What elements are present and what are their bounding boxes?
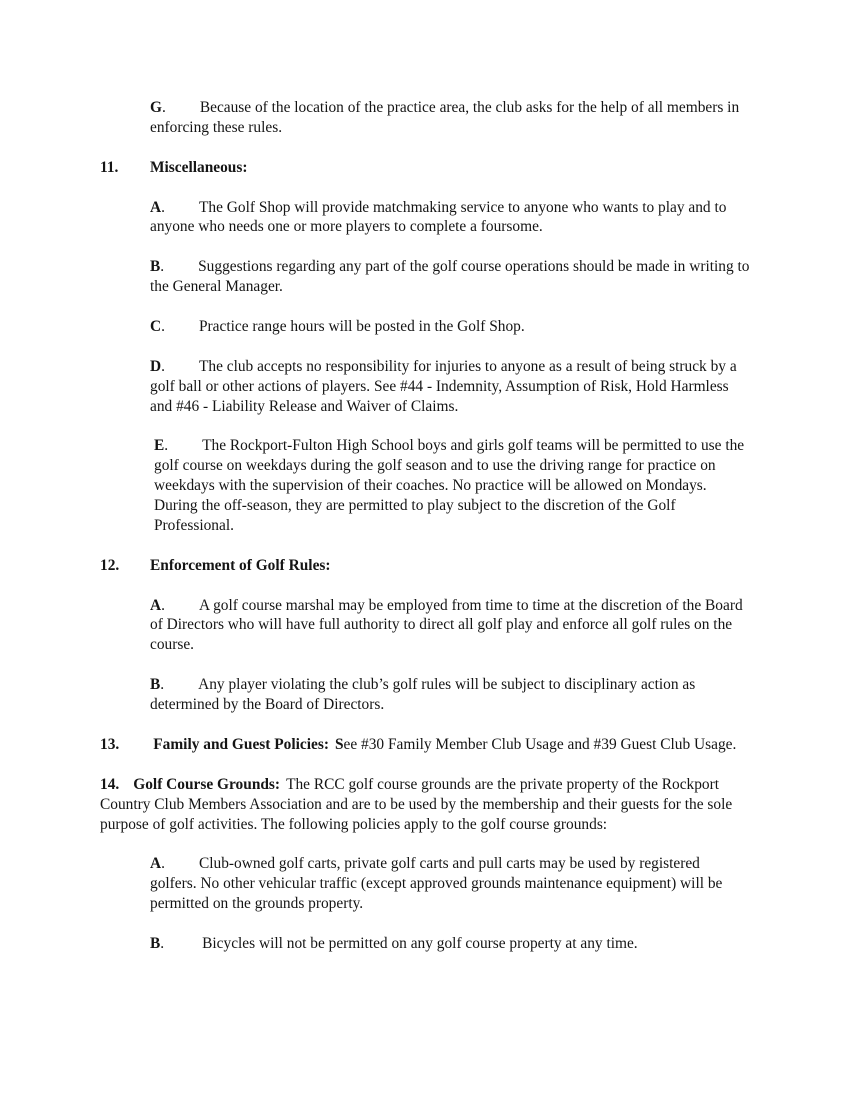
list-item-text: Club-owned golf carts, private golf carts and pull carts may be used by registered golfers. No other vehicular traffic (except approved grounds maintenance equipment) will be permitted on the grounds property. (150, 855, 723, 913)
list-item-text: Suggestions regarding any part of the golf course operations should be made in writing to the General Manager. (150, 258, 750, 296)
list-item-text: The Golf Shop will provide matchmaking service to anyone who wants to play and to anyone who needs one or more players to complete a foursome. (150, 198, 727, 236)
paragraph-spacer (100, 755, 750, 775)
list-item-letter: A (150, 198, 162, 216)
list-item-12-a (150, 596, 750, 656)
paragraph-spacer (100, 914, 750, 934)
paragraph-spacer (100, 655, 750, 675)
paragraph-spacer (100, 834, 750, 854)
list-item-letter-punct: . (164, 437, 169, 455)
list-item-12-b (150, 675, 750, 715)
list-item-letter: A (150, 596, 162, 614)
list-item-11-c (150, 317, 750, 337)
list-item-letter: G (150, 99, 162, 116)
section-paragraph-14 (100, 775, 750, 835)
list-item-text: Because of the location of the practice area, the club asks for the help of all members in enforcing these rules. (150, 99, 740, 136)
paragraph-spacer (100, 337, 750, 357)
list-item-letter: B (150, 258, 161, 276)
paragraph-spacer (100, 237, 750, 257)
list-item-g (150, 98, 750, 138)
list-item-letter-punct: . (160, 258, 165, 276)
list-item-11-a (150, 198, 750, 238)
section-title: Enforcement of Golf Rules: (150, 556, 331, 574)
paragraph-spacer (100, 297, 750, 317)
list-item-text: Bicycles will not be permitted on any golf course property at any time. (202, 934, 638, 952)
list-item-text: A golf course marshal may be employed from time to time at the discretion of the Board of Directors who will have full authority to direct all golf play and enforce all golf rules on the course. (150, 596, 743, 654)
section-title: Miscellaneous: (150, 158, 248, 176)
list-item-text: Practice range hours will be posted in the Golf Shop. (198, 317, 525, 335)
list-item-letter: D (150, 357, 162, 375)
list-item-letter-punct: . (161, 198, 165, 216)
paragraph-spacer (100, 178, 750, 198)
paragraph-spacer (100, 576, 750, 596)
paragraph-spacer (100, 138, 750, 158)
paragraph-spacer (100, 715, 750, 735)
list-item-letter-punct: . (161, 357, 165, 375)
section-heading-12 (100, 556, 750, 576)
list-item-11-e (154, 436, 750, 536)
list-item-14-b (150, 934, 750, 954)
section-text: The RCC golf course grounds are the private property of the Rockport Country Club Members Association and are to be used by the membership and their guests for the sole purpose of golf activities. The following policies apply to the golf course grounds: (100, 775, 733, 833)
list-item-11-d (150, 357, 750, 417)
document-text-body (100, 98, 750, 954)
list-item-letter-punct: . (161, 99, 166, 116)
paragraph-spacer (100, 416, 750, 436)
list-item-letter: C (150, 317, 162, 335)
section-number: 12. (100, 556, 120, 574)
section-number: 11. (100, 158, 119, 176)
list-item-letter-punct: . (161, 317, 165, 335)
section-number: 13. (100, 735, 120, 753)
section-number: 14. (100, 775, 120, 793)
list-item-text: Any player violating the club’s golf rules will be subject to disciplinary action as determined by the Board of Directors. (150, 676, 696, 714)
section-paragraph-13 (100, 735, 750, 755)
section-text: ee #30 Family Member Club Usage and #39 Guest Club Usage. (343, 735, 737, 753)
list-item-letter-punct: . (161, 596, 165, 614)
list-item-letter: B (150, 934, 161, 952)
section-bold-lead: S (334, 735, 344, 753)
paragraph-spacer (100, 536, 750, 556)
list-item-text: The club accepts no responsibility for injuries to anyone as a result of being struck by a golf ball or other actions of players. See #44 - Indemnity, Assumption of Risk, Hold Harmless and #46 - Liability Release and Waiver of Claims. (150, 357, 737, 415)
section-title: Family and Guest Policies: (153, 735, 329, 753)
list-item-letter: A (150, 855, 162, 873)
list-item-letter-punct: . (161, 855, 165, 873)
list-item-11-b (150, 257, 750, 297)
section-title: Golf Course Grounds: (133, 775, 281, 793)
list-item-letter: E (154, 437, 165, 455)
list-item-letter: B (150, 676, 161, 694)
list-item-14-a (150, 854, 750, 914)
list-item-text: The Rockport-Fulton High School boys and girls golf teams will be permitted to use the golf course on weekdays during the golf season and to use the driving range for practice on weekdays with the supervision of their coaches. No practice will be allowed on Mondays. During the off-season, they are permitted to play subject to the discretion of the Golf Professional. (154, 437, 745, 534)
list-item-letter-punct: . (160, 676, 165, 694)
list-item-letter-punct: . (160, 934, 165, 952)
section-heading-11 (100, 158, 750, 178)
